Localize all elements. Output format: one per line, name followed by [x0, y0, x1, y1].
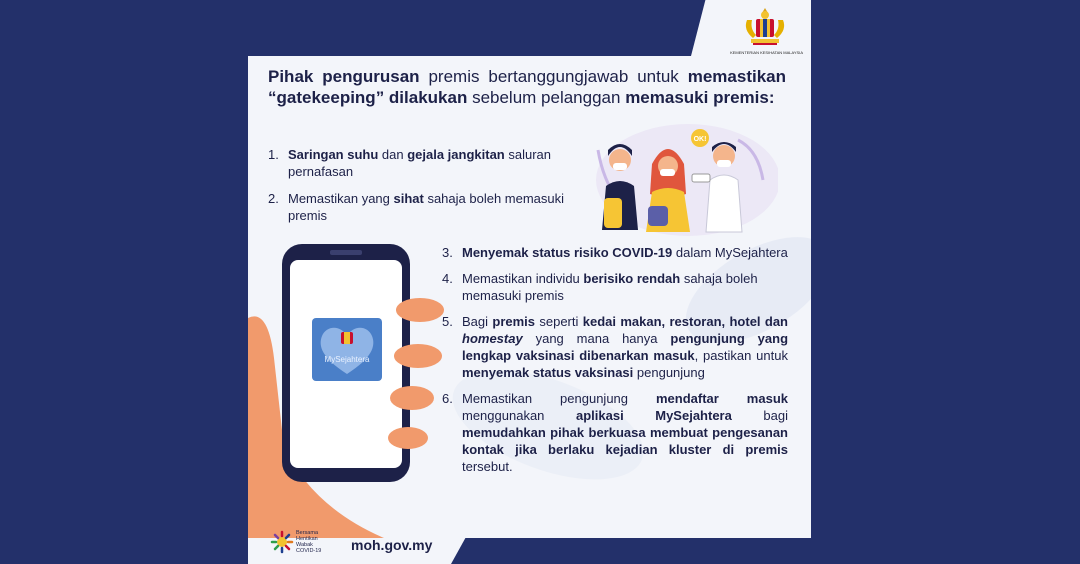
item-bold-text: Menyemak status risiko COVID-19: [462, 245, 673, 260]
item-plain-text: sahaja boleh memasuki premis: [288, 191, 565, 223]
item-bold-text: memudahkan pihak berkuasa membuat pengesanan kontak jika berlaku kejadian kluster di premis: [462, 425, 788, 457]
item-bold-text: sihat: [393, 191, 424, 206]
item-plain-text: Memastikan individu: [462, 271, 584, 286]
item-number: 2.: [268, 191, 279, 206]
campaign-line: Wabak: [296, 542, 313, 548]
item-bold-text: Saringan suhu: [288, 147, 379, 162]
list-item: [442, 390, 788, 475]
item-plain-text: yang mana hanya: [522, 331, 671, 346]
item-text: [462, 244, 788, 261]
item-bold-text: menyemak status vaksinasi: [462, 365, 634, 380]
campaign-line: Hentikan: [296, 536, 318, 542]
headline-bold-1: Pihak pengurusan: [268, 67, 420, 86]
item-plain-text: Memastikan pengunjung: [462, 391, 656, 406]
item-number: 1.: [268, 147, 279, 162]
item-plain-text: Bagi: [462, 314, 493, 329]
headline-bold-3: memastikan “gatekeeping” dilakukan: [268, 67, 786, 107]
checklist-top: [268, 146, 588, 234]
list-item: [268, 146, 588, 180]
item-number: 5.: [442, 314, 453, 329]
item-plain-text: , pastikan untuk: [694, 348, 788, 363]
gatekeeping-illustration: [588, 120, 778, 240]
item-text: [462, 390, 788, 475]
item-number: 3.: [442, 245, 453, 260]
malaysia-crest-icon: [741, 6, 789, 48]
item-plain-text: seperti: [535, 314, 583, 329]
item-plain-text: bagi: [731, 408, 788, 423]
item-bold-text: premis: [492, 314, 536, 329]
list-item: [268, 190, 588, 224]
item-number: 4.: [442, 271, 453, 286]
ok-bubble-text: OK!: [693, 136, 707, 143]
heart-icon: [312, 318, 382, 381]
list-item: [442, 313, 788, 381]
item-bold-text: kedai makan, restoran, hotel dan: [582, 314, 788, 329]
item-text: [288, 190, 588, 224]
item-text: [462, 313, 788, 381]
item-plain-text: pengunjung: [633, 365, 705, 380]
list-item: [442, 270, 788, 304]
headline-text-2: premis bertanggungjawab untuk: [419, 67, 688, 86]
item-text: [462, 270, 788, 304]
poster: [248, 0, 811, 564]
item-bold-text: mendaftar masuk: [655, 391, 788, 406]
item-plain-text: sahaja boleh memasuki premis: [462, 271, 758, 303]
campaign-logo-icon: [270, 530, 294, 554]
mysejahtera-app-icon[interactable]: [312, 318, 382, 381]
item-plain-text: dalam MySejahtera: [672, 245, 788, 260]
checklist-bottom: [442, 244, 788, 484]
agency-name: KEMENTERIAN KESIHATAN MALAYSIA: [730, 50, 803, 55]
item-text: [288, 146, 588, 180]
headline: [268, 66, 786, 108]
item-bold-text: aplikasi MySejahtera: [575, 408, 732, 423]
item-bold-italic-text: homestay: [462, 331, 523, 346]
item-bold-text: pengunjung yang lengkap vaksinasi dibenarkan masuk: [462, 331, 789, 363]
item-plain-text: Memastikan yang: [288, 191, 394, 206]
item-plain-text: saluran pernafasan: [288, 147, 552, 179]
item-plain-text: dan: [378, 147, 408, 162]
item-plain-text: menggunakan: [462, 408, 576, 423]
item-plain-text: tersebut.: [462, 459, 513, 474]
item-number: 6.: [442, 391, 453, 406]
phone-hand-illustration: [248, 238, 448, 538]
item-bold-text: berisiko rendah: [583, 271, 681, 286]
website-url[interactable]: moh.gov.my: [351, 537, 433, 553]
headline-bold-5: memasuki premis:: [625, 88, 775, 107]
app-name: MySejahtera: [324, 355, 370, 364]
campaign-text: [296, 530, 336, 554]
campaign-line: Bersama: [296, 530, 319, 536]
campaign-line: COVID-19: [296, 548, 322, 554]
list-item: [442, 244, 788, 261]
footer-band: [451, 538, 811, 564]
headline-text-4: sebelum pelanggan: [467, 88, 626, 107]
item-bold-text: gejala jangkitan: [407, 147, 505, 162]
